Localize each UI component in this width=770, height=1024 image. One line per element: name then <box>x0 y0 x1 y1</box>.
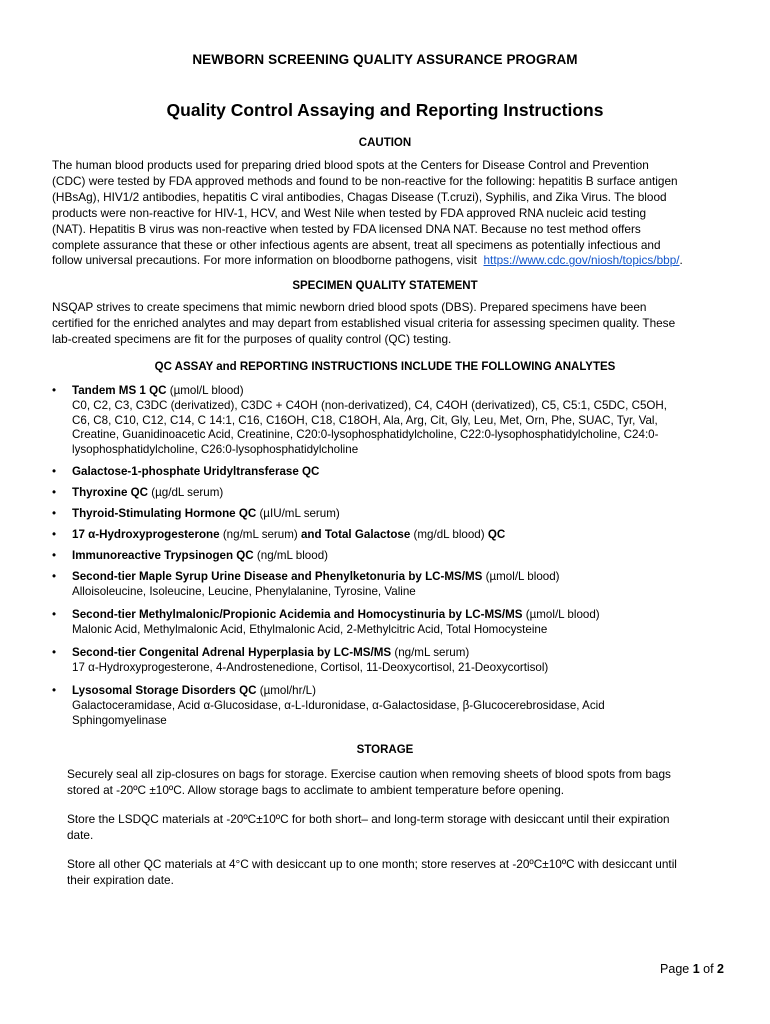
text-fragment: follow universal precautions. For more information on bloodborne pathogens, visit <box>52 253 484 268</box>
bullet-icon: • <box>52 486 57 499</box>
storage-paragraph <box>67 766 727 798</box>
analyte-unit: (µg/dL serum) <box>148 486 224 499</box>
analyte-name: Immunoreactive Trypsinogen QC <box>72 549 254 562</box>
text-line: Store all other QC materials at 4°C with desiccant up to one month; store reserves at -20ºC±10ºC with desiccant until <box>67 857 677 871</box>
analyte-name: Galactose-1-phosphate Uridyltransferase QC <box>72 465 320 478</box>
analyte-name: 17 α-Hydroxyprogesterone <box>72 528 220 541</box>
caution-paragraph <box>52 158 724 269</box>
analyte-name: QC <box>487 528 506 541</box>
text-line: their expiration date. <box>67 873 174 887</box>
analyte-detail: Malonic Acid, Methylmalonic Acid, Ethylmalonic Acid, 2-Methylcitric Acid, Total Homocysteine <box>72 622 548 636</box>
storage-heading: STORAGE <box>356 744 414 756</box>
text-line: stored at -20ºC ±10ºC. Allow storage bags to acclimate to ambient temperature before opening. <box>67 783 565 797</box>
page-number <box>660 962 724 976</box>
analyte-name: Second-tier Maple Syrup Urine Disease and Phenylketonuria by LC-MS/MS <box>72 570 483 583</box>
total-pages: 2 <box>717 962 724 976</box>
text-line: lab-created specimens are fit for the purposes of quality control (QC) testing. <box>52 331 452 346</box>
analyte-name: Thyroid-Stimulating Hormone QC <box>72 507 257 520</box>
analyte-detail: C0, C2, C3, C3DC (derivatized), C3DC + C4OH (non-derivatized), C4, C4OH (derivatized), C5, C5:1, C5DC, C5OH, <box>72 398 668 412</box>
analyte-unit: (ng/mL serum) <box>219 528 301 541</box>
bullet-icon: • <box>52 507 57 520</box>
text-line: products were non-reactive for HIV-1, HCV, and West Nile when tested by FDA approved RNA nucleic acid testing <box>52 205 647 220</box>
text-line: The human blood products used for preparing dried blood spots at the Centers for Disease Control and Prevention <box>52 158 649 172</box>
analyte-name: Second-tier Methylmalonic/Propionic Acidemia and Homocystinuria by LC-MS/MS <box>72 608 523 621</box>
text-line: NSQAP strives to create specimens that mimic newborn dried blood spots (DBS). Prepared specimens have been <box>52 300 647 314</box>
text-line: (NAT). Hepatitis B virus was non-reactive when tested by FDA licensed DNA NAT. Because no test method offers <box>52 221 641 236</box>
analyte-unit: (µIU/mL serum) <box>256 507 340 520</box>
bullet-icon: • <box>52 465 57 478</box>
analyte-name: Tandem MS 1 QC <box>72 384 167 397</box>
bullet-icon: • <box>52 549 57 562</box>
analyte-unit: (mg/dL blood) <box>410 528 488 541</box>
text-line: (HBsAg), HIV1/2 antibodies, hepatitis C viral antibodies, Chagas Disease (T.cruzi), Syphilis, and Zika Virus. The blood <box>52 189 667 204</box>
page-label: Page <box>660 962 693 976</box>
analyte-unit: (µmol/L blood) <box>482 570 560 583</box>
text-line <box>52 253 724 269</box>
bullet-icon: • <box>52 570 57 583</box>
analyte-detail: Sphingomyelinase <box>72 713 167 727</box>
specimen-quality-heading: SPECIMEN QUALITY STATEMENT <box>292 280 478 292</box>
analyte-detail: lysophosphatidylcholine, C26:0-lysophosphatidylcholine <box>72 443 359 457</box>
text-line: Store the LSDQC materials at -20ºC±10ºC for both short– and long-term storage with desiccant until their expiration <box>67 812 670 826</box>
analyte-unit: (ng/mL serum) <box>391 646 470 659</box>
storage-paragraph <box>67 811 727 843</box>
analyte-unit: (µmol/hr/L) <box>256 684 316 697</box>
storage-paragraph <box>67 856 727 888</box>
analyte-name: Lysosomal Storage Disorders QC <box>72 684 257 697</box>
analyte-detail: C6, C8, C10, C12, C14, C 14:1, C16, C16OH, C18, C18OH, Ala, Arg, Cit, Gly, Leu, Met, Orn, Phe, SUAC, Tyr, Val, <box>72 413 658 427</box>
analyte-unit: (µmol/L blood) <box>522 608 600 621</box>
analyte-name: Second-tier Congenital Adrenal Hyperplasia by LC-MS/MS <box>72 646 392 659</box>
bullet-icon: • <box>52 684 57 697</box>
page-of-label: of <box>699 962 718 976</box>
specimen-quality-paragraph <box>52 300 724 348</box>
analyte-detail: Alloisoleucine, Isoleucine, Leucine, Phenylalanine, Tyrosine, Valine <box>72 584 416 598</box>
analytes-heading: QC ASSAY and REPORTING INSTRUCTIONS INCLUDE THE FOLLOWING ANALYTES <box>154 361 616 373</box>
program-title: NEWBORN SCREENING QUALITY ASSURANCE PROGRAM <box>192 52 578 67</box>
current-page: 1 <box>692 962 700 976</box>
text-fragment: . <box>679 253 683 268</box>
text-line: (CDC) were tested by FDA approved methods and found to be non-reactive for the following: hepatitis B surface antigen <box>52 173 678 188</box>
text-line: complete assurance that these or other infectious agents are absent, treat all specimens as potentially infectious and <box>52 237 661 252</box>
caution-heading: CAUTION <box>358 137 412 149</box>
bbp-link[interactable]: https://www.cdc.gov/niosh/topics/bbp/ <box>483 253 680 268</box>
analyte-name: and Total Galactose <box>300 528 411 541</box>
bullet-icon: • <box>52 646 57 659</box>
text-line: date. <box>67 828 94 842</box>
analyte-detail: Galactoceramidase, Acid α-Glucosidase, α-L-Iduronidase, α-Galactosidase, β-Glucocerebrosidase, Acid <box>72 698 605 712</box>
page-title: Quality Control Assaying and Reporting Instructions <box>166 100 604 120</box>
text-line: Securely seal all zip-closures on bags for storage. Exercise caution when removing sheets of blood spots from bags <box>67 767 671 781</box>
analyte-name: Thyroxine QC <box>72 486 149 499</box>
analyte-unit: (ng/mL blood) <box>253 549 329 562</box>
analyte-unit: (µmol/L blood) <box>166 384 244 397</box>
bullet-icon: • <box>52 384 57 397</box>
text-line: certified for the enriched analytes and may depart from established visual criteria for assessing specimen quality. These <box>52 315 676 330</box>
analyte-detail: 17 α-Hydroxyprogesterone, 4-Androstenedione, Cortisol, 11-Deoxycortisol, 21-Deoxycortisol) <box>72 660 549 674</box>
bullet-icon: • <box>52 608 57 621</box>
bullet-icon: • <box>52 528 57 541</box>
analyte-detail: Creatine, Guanidinoacetic Acid, Creatinine, C20:0-lysophosphatidylcholine, C22:0-lysophosphatidylcholine, C24:0- <box>72 428 659 442</box>
